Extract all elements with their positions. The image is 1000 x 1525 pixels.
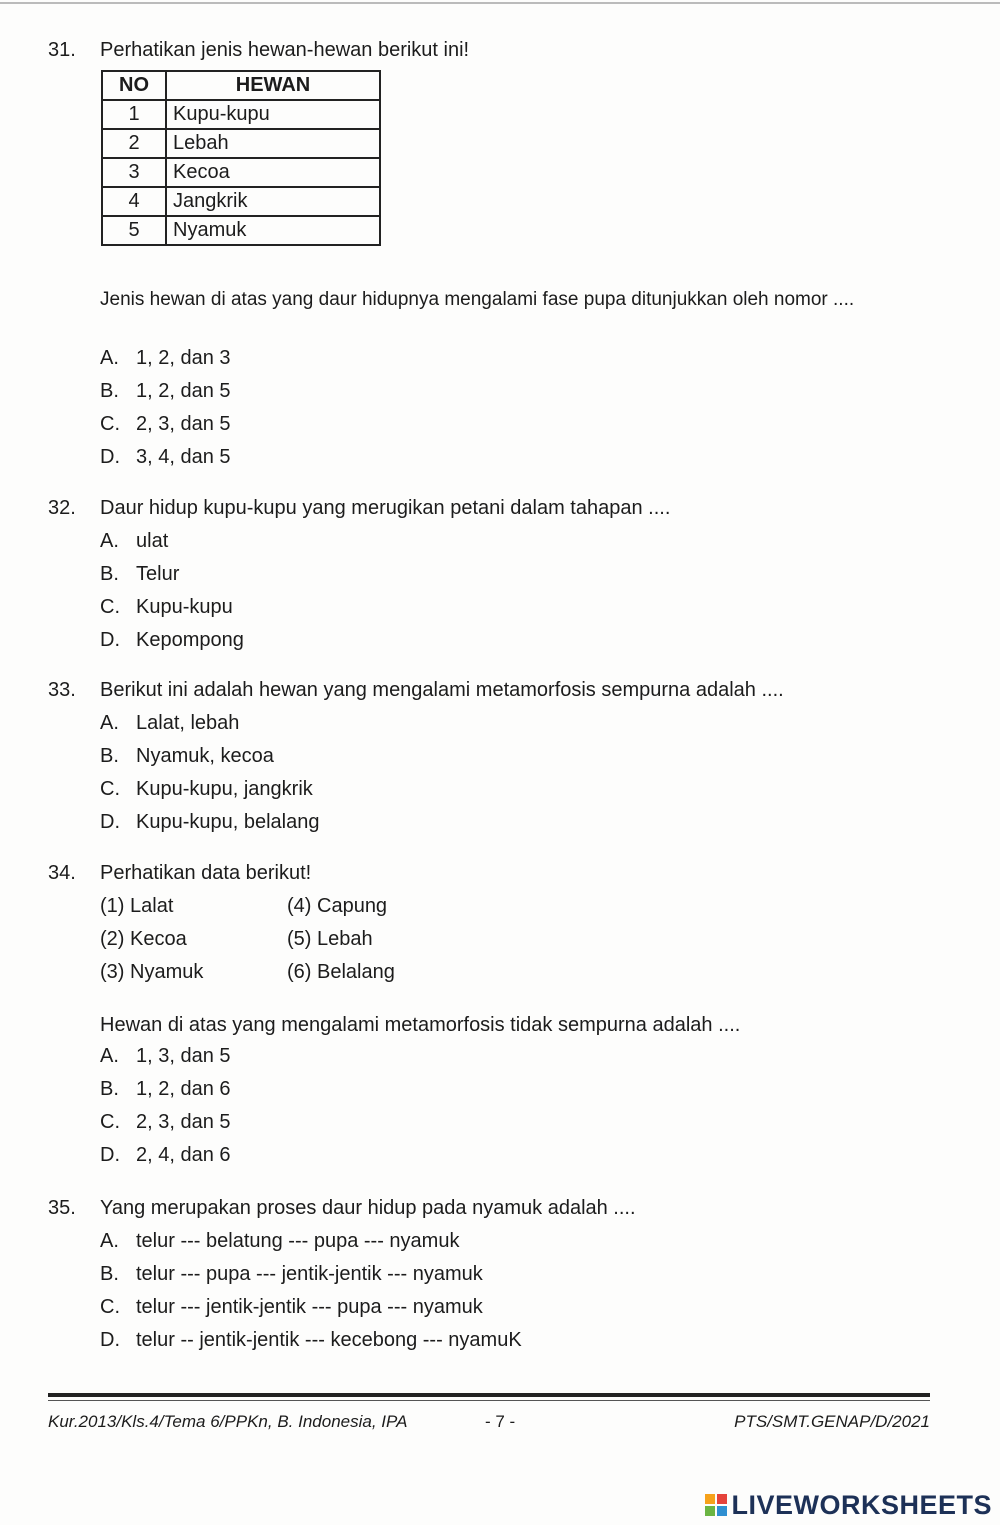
table-cell-no: 4 bbox=[102, 187, 166, 216]
table-cell-hewan: Kupu-kupu bbox=[166, 100, 380, 129]
question-31-text: Jenis hewan di atas yang daur hidupnya mengalami fase pupa ditunjukkan oleh nomor .... bbox=[100, 289, 855, 310]
option-text: 2, 3, dan 5 bbox=[136, 1111, 231, 1133]
table-cell-no: 2 bbox=[102, 129, 166, 158]
question-number: 34. bbox=[48, 862, 76, 884]
question-34-text: Hewan di atas yang mengalami metamorfosis tidak sempurna adalah .... bbox=[100, 1014, 741, 1036]
option-text: telur --- jentik-jentik --- pupa --- nyamuk bbox=[136, 1296, 483, 1318]
option-c[interactable] bbox=[48, 408, 948, 441]
option-letter: C. bbox=[100, 413, 120, 435]
option-text: 2, 3, dan 5 bbox=[136, 413, 231, 435]
option-text: Kupu-kupu, jangkrik bbox=[136, 778, 313, 800]
option-a[interactable] bbox=[48, 342, 948, 375]
option-letter: D. bbox=[100, 1329, 120, 1351]
option-letter: A. bbox=[100, 1045, 119, 1067]
question-32 bbox=[48, 491, 948, 657]
option-text: 2, 4, dan 6 bbox=[136, 1144, 231, 1166]
option-b[interactable] bbox=[48, 740, 948, 773]
liveworksheets-brand[interactable] bbox=[705, 1488, 992, 1522]
option-a[interactable] bbox=[48, 525, 948, 558]
top-rule bbox=[0, 2, 1000, 4]
list-item bbox=[100, 923, 500, 956]
option-letter: C. bbox=[100, 1111, 120, 1133]
option-d[interactable] bbox=[48, 1139, 948, 1172]
table-cell-hewan: Jangkrik bbox=[166, 187, 380, 216]
question-number: 35. bbox=[48, 1197, 76, 1219]
options-31 bbox=[48, 342, 948, 474]
option-letter: B. bbox=[100, 1263, 119, 1285]
option-d[interactable] bbox=[48, 624, 948, 657]
question-prompt: Berikut ini adalah hewan yang mengalami metamorfosis sempurna adalah .... bbox=[100, 679, 784, 701]
data-list bbox=[100, 890, 500, 989]
list-item-right: (5) Lebah bbox=[287, 928, 373, 950]
option-letter: D. bbox=[100, 811, 120, 833]
footer-rule-thick bbox=[48, 1393, 930, 1397]
brand-name: LIVEWORKSHEETS bbox=[731, 1489, 992, 1520]
option-text: 3, 4, dan 5 bbox=[136, 446, 231, 468]
option-letter: A. bbox=[100, 1230, 119, 1252]
option-d[interactable] bbox=[48, 441, 948, 474]
question-number: 31. bbox=[48, 39, 76, 61]
option-text: ulat bbox=[136, 530, 169, 552]
table-row bbox=[102, 158, 380, 187]
option-text: 1, 3, dan 5 bbox=[136, 1045, 231, 1067]
question-prompt: Perhatikan data berikut! bbox=[100, 862, 312, 884]
option-a[interactable] bbox=[48, 707, 948, 740]
logo-square bbox=[705, 1494, 715, 1504]
table-header-row bbox=[102, 71, 380, 100]
option-b[interactable] bbox=[48, 1258, 948, 1291]
table-cell-no: 3 bbox=[102, 158, 166, 187]
option-letter: C. bbox=[100, 778, 120, 800]
option-text: telur --- belatung --- pupa --- nyamuk bbox=[136, 1230, 460, 1252]
question-33 bbox=[48, 673, 948, 839]
option-b[interactable] bbox=[48, 1073, 948, 1106]
list-item-left: (2) Kecoa bbox=[100, 928, 187, 950]
option-letter: D. bbox=[100, 1144, 120, 1166]
table-cell-hewan: Nyamuk bbox=[166, 216, 380, 245]
option-letter: B. bbox=[100, 1078, 119, 1100]
list-item-left: (3) Nyamuk bbox=[100, 961, 204, 983]
option-c[interactable] bbox=[48, 591, 948, 624]
question-number: 32. bbox=[48, 497, 76, 519]
question-prompt: Yang merupakan proses daur hidup pada nyamuk adalah .... bbox=[100, 1197, 636, 1219]
table-header-no: NO bbox=[102, 71, 166, 100]
table-row bbox=[102, 216, 380, 245]
option-text: 1, 2, dan 5 bbox=[136, 380, 231, 402]
question-prompt: Daur hidup kupu-kupu yang merugikan petani dalam tahapan .... bbox=[100, 497, 671, 519]
logo-square bbox=[717, 1506, 727, 1516]
option-letter: A. bbox=[100, 347, 119, 369]
option-text: 1, 2, dan 3 bbox=[136, 347, 231, 369]
list-item bbox=[100, 956, 500, 989]
table-cell-hewan: Lebah bbox=[166, 129, 380, 158]
footer-curriculum: Kur.2013/Kls.4/Tema 6/PPKn, B. Indonesia, IPA bbox=[48, 1412, 408, 1431]
option-letter: B. bbox=[100, 380, 119, 402]
option-text: Nyamuk, kecoa bbox=[136, 745, 274, 767]
option-letter: C. bbox=[100, 1296, 120, 1318]
logo-square bbox=[717, 1494, 727, 1504]
option-c[interactable] bbox=[48, 773, 948, 806]
table-row bbox=[102, 100, 380, 129]
liveworksheets-logo-icon bbox=[705, 1494, 727, 1516]
page-number: - 7 - bbox=[485, 1412, 516, 1431]
list-item bbox=[100, 890, 500, 923]
option-b[interactable] bbox=[48, 558, 948, 591]
question-35 bbox=[48, 1191, 948, 1357]
options-34 bbox=[48, 1040, 948, 1172]
option-letter: B. bbox=[100, 563, 119, 585]
option-letter: A. bbox=[100, 712, 119, 734]
option-text: Kupu-kupu, belalang bbox=[136, 811, 320, 833]
option-d[interactable] bbox=[48, 806, 948, 839]
option-c[interactable] bbox=[48, 1291, 948, 1324]
option-text: telur -- jentik-jentik --- kecebong --- nyamuK bbox=[136, 1329, 522, 1351]
option-letter: D. bbox=[100, 446, 120, 468]
list-item-left: (1) Lalat bbox=[100, 895, 174, 917]
animal-table bbox=[101, 70, 381, 246]
option-d[interactable] bbox=[48, 1324, 948, 1357]
question-31 bbox=[48, 33, 948, 67]
footer-exam-code: PTS/SMT.GENAP/D/2021 bbox=[734, 1412, 930, 1431]
option-letter: B. bbox=[100, 745, 119, 767]
option-text: Kupu-kupu bbox=[136, 596, 233, 618]
table-cell-no: 1 bbox=[102, 100, 166, 129]
option-text: Telur bbox=[136, 563, 180, 585]
list-item-right: (6) Belalang bbox=[287, 961, 395, 983]
question-prompt: Perhatikan jenis hewan-hewan berikut ini! bbox=[100, 39, 470, 61]
table-row bbox=[102, 187, 380, 216]
table-header-hewan: HEWAN bbox=[166, 71, 380, 100]
logo-square bbox=[705, 1506, 715, 1516]
option-letter: A. bbox=[100, 530, 119, 552]
option-text: telur --- pupa --- jentik-jentik --- nyamuk bbox=[136, 1263, 483, 1285]
option-text: Kepompong bbox=[136, 629, 244, 651]
option-letter: C. bbox=[100, 596, 120, 618]
table-row bbox=[102, 129, 380, 158]
list-item-right: (4) Capung bbox=[287, 895, 388, 917]
option-letter: D. bbox=[100, 629, 120, 651]
option-text: 1, 2, dan 6 bbox=[136, 1078, 231, 1100]
table-cell-hewan: Kecoa bbox=[166, 158, 380, 187]
question-34 bbox=[48, 856, 948, 890]
footer-rule-thin bbox=[48, 1400, 930, 1401]
option-c[interactable] bbox=[48, 1106, 948, 1139]
option-b[interactable] bbox=[48, 375, 948, 408]
table-cell-no: 5 bbox=[102, 216, 166, 245]
option-text: Lalat, lebah bbox=[136, 712, 240, 734]
option-a[interactable] bbox=[48, 1040, 948, 1073]
option-a[interactable] bbox=[48, 1225, 948, 1258]
question-number: 33. bbox=[48, 679, 76, 701]
